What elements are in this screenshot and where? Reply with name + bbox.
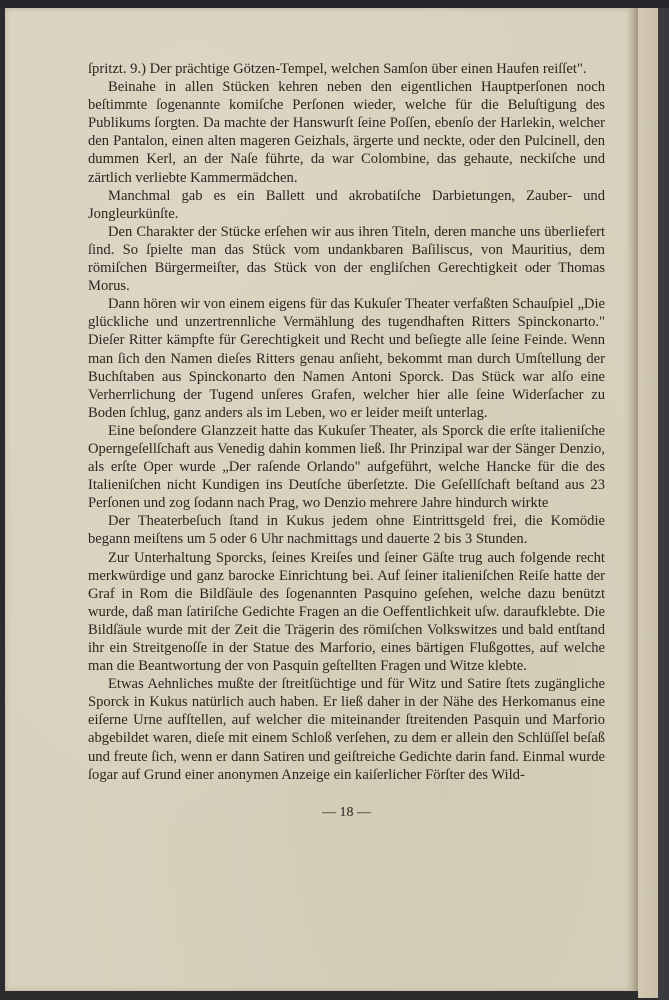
page-content	[88, 60, 605, 822]
paragraph: Etwas Aehnliches mußte der ſtreitſüchtige und für Witz und Satire ſtets zugängliche Sporck in Kukus natürlich auch haben. Er ließ daher in der Nähe des Herkomanus eine eiſerne Urne aufſtellen, auf welcher die miteinander ſtreitenden Pasquin und Marforio abgebildet waren, dieſe mit einem Schloß verſehen, zu dem er allein den Schlüſſel beſaß und freute ſich, wenn er dann Satiren und geiſtreiche Gedichte darin fand. Einmal wurde ſogar auf Grund einer anonymen Anzeige ein kaiſerlicher Förſter des Wild-	[88, 676, 605, 783]
page-fold-shadow	[630, 8, 638, 991]
paragraph: Den Charakter der Stücke erſehen wir aus ihren Titeln, deren manche uns überliefert ſind. So ſpielte man das Stück vom undankbaren Baſiliscus, von Mauritius, dem römiſchen Bürgermeiſter, das Stück von der engliſchen Gerechtigkeit oder Thomas Morus.	[88, 223, 605, 295]
body-text	[88, 60, 605, 784]
paragraph: ſpritzt. 9.) Der prächtige Götzen-Tempel, welchen Samſon über einen Haufen reiſſet".	[88, 61, 587, 77]
scan-background-top	[0, 0, 669, 8]
paragraph: Dann hören wir von einem eigens für das Kukuſer Theater verfaßten Schauſpiel „Die glückliche und unzertrennliche Vermählung des tugendhaften Ritters Spinckonarto." Dieſer Ritter kämpfte für Gerechtigkeit und Recht und beſiegte alle ſeine Feinde. Wenn man ſich den Namen dieſes Ritters genau anſieht, bekommt man durch Umſtellung der Buchſtaben aus Spinckonarto den Namen Antoni Sporck. Das Stück war alſo eine Verherrlichung der Tugend unſeres Grafen, welcher hier alle ſeine Widerſacher zu Boden ſchlug, ganz anders als im Leben, wo er leider meiſt unterlag.	[88, 296, 605, 421]
next-page-edge	[638, 8, 658, 998]
scan-background-right	[658, 8, 669, 1000]
paragraph: Manchmal gab es ein Ballett und akrobatiſche Darbietungen, Zauber- und Jongleurkünſte.	[88, 187, 605, 222]
paragraph: Zur Unterhaltung Sporcks, ſeines Kreiſes und ſeiner Gäſte trug auch folgende recht merkwürdige und ganz barocke Einrichtung bei. Auf ſeiner italieniſchen Reiſe hatte der Graf in Rom die Bildſäule des ſogenannten Pasquino geſehen, welche dazu benützt wurde, daß man ſatiriſche Gedichte Fragen an die Oeffentlichkeit uſw. daraufklebte. Die Bildſäule wurde mit der Zeit die Trägerin des römiſchen Volkswitzes und bald entſtand ihr ein Streitgenoſſe in der Statue des Marforio, eines bärtigen Flußgottes, auf welche man die Beantwortung der von Pasquin geſtellten Fragen und Witze klebte.	[88, 549, 605, 675]
paragraph: Der Theaterbeſuch ſtand in Kukus jedem ohne Eintrittsgeld frei, die Komödie begann meiſtens um 5 oder 6 Uhr nachmittags und dauerte 2 bis 3 Stunden.	[88, 513, 605, 548]
page-number: — 18 —	[322, 804, 371, 820]
paragraph: Eine beſondere Glanzzeit hatte das Kukuſer Theater, als Sporck die erſte italieniſche Operngeſellſchaft aus Venedig dahin kommen ließ. Ihr Prinzipal war der Sänger Denzio, als erſte Oper wurde „Der raſende Orlando" aufgeführt, welche Hancke für die des Italieniſchen nicht Kundigen ins Deutſche überſetzte. Die Geſellſchaft beſtand aus 23 Perſonen und zog ſodann nach Prag, wo Denzio mehrere Jahre hindurch wirkte	[88, 422, 605, 512]
paragraph: Beinahe in allen Stücken kehren neben den eigentlichen Hauptperſonen noch beſtimmte ſogenannte komiſche Perſonen wieder, welche für die Beluſtigung des Publikums ſorgten. Da machte der Hanswurſt ſeine Poſſen, ebenſo der Harlekin, welcher den Pantalon, einen alten mageren Geizhals, ärgerte und neckte, oder den Pulcinell, den dummen Kerl, an der Naſe führte, da war Colombine, das gehaute, neckiſche und zärtlich verliebte Kammermädchen.	[88, 79, 605, 186]
